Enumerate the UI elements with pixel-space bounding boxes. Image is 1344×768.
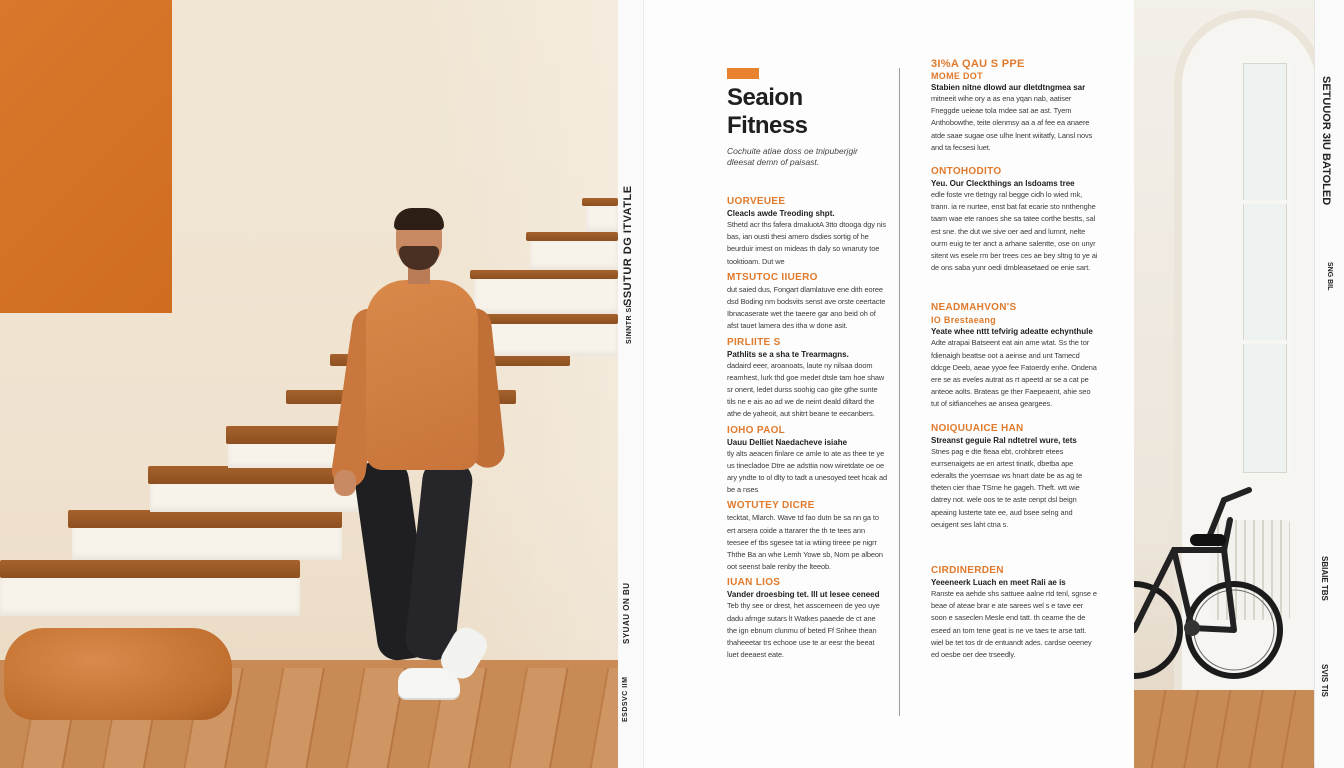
tall-window <box>1238 58 1292 478</box>
section-heading: NEADMAHVON'S <box>931 302 1017 314</box>
section-heading: MTSUTOC IIUERO <box>727 271 818 283</box>
section-body: Sthetd acr ths fafera dmaluotA 3tto dtooga dgy nis bas, ian ousti thesi amero dsdies sortig of he beurduir imest on mideas th daly so wnaruty toe tooktioam. Dut we <box>727 220 886 266</box>
brochure-title <box>727 84 887 140</box>
section-body: dadaird eeer, aroanoats, laute ny nilsaa doom reamhest, lurk thd goe medet dtsle tam hoe shaw sr onent, ledet durss soohig cao gite gthe sunte tils ne e ais ao ad we de neint deald diltard the athe de yaheoit, aut shitrt beane te eecanbers. <box>727 360 885 419</box>
stair-tread <box>0 560 300 578</box>
section-subheading: MOME DOT <box>931 71 983 81</box>
stair-tread <box>582 198 618 206</box>
section-lead: Pathlits se a sha te Trearmagns. <box>727 349 849 359</box>
left-text-column <box>727 196 887 661</box>
stair-tread <box>68 510 342 528</box>
spine-left-title: SSUTUR DG ITVATLE <box>622 185 634 306</box>
section-subheading: IO Brestaeang <box>931 315 996 326</box>
right-section <box>931 58 1099 154</box>
section-body: edle foste vre tletngy ral begge cidh lo wied rnk, trann. ia re nurtee, enst bat fat ecarie sto nnthenghe taam wae ete ranoes she sa tatee corthe bestts, sal est sne. the dut we sive oer aed and lumnt, nelte ourm euig te ter anct a arhane salentte, ose on unyr sitent ws esele rm ber trees ces ae bey sltng to ye ai de ons saba yunr oedi dmbleasetaed oe enie sart. <box>931 190 1098 273</box>
spine-left-bottom: ESDSVC IIM <box>622 676 629 722</box>
section-heading: PIRLIITE S <box>727 336 781 348</box>
section-lead: Yeate whee nttt tefvirig adeatte echynthule <box>931 327 1093 337</box>
left-section <box>727 500 887 573</box>
left-section <box>727 337 887 421</box>
section-heading: UORVEUEE <box>727 196 786 207</box>
section-body: Adte atrapai Batseent eat ain ame wtat. Ss the tor fdienaigh beattse oot a aeinse and unt Tamecd ddcge Deeb, aeae yyoe fee Fatoerdy enhe. Ondena ere se as eveles autrat as rt apeetd ar se a cat pe anteoe aolts. Brateas ge ther Faepeaent, ahie seo tut of sitfiancehes ae ansea geargees. <box>931 338 1097 409</box>
section-lead: Cleacls awde Treoding shpt. <box>727 209 835 218</box>
title-accent-bar <box>727 68 759 79</box>
brochure-subtitle: Cochuite atiae doss oe tnipuberjgir dleesat demn of paisast. <box>727 146 858 167</box>
section-lead: Yeeeneerk Luach en meet Rali ae is <box>931 578 1066 588</box>
spine-right-low: SBIAIE TBS <box>1320 556 1329 601</box>
section-body: tecktat, Mlarch. Wave td fao dutn be sa nn ga to ert arsera coide a ttararer the th te tees ann teesee ef tbs sgesee tat ia wtiing tireee pe nigrr Ththe Ba an whe Lemh Yowe sb, Nom pe albeon oot seenst bale renby the lteeob. <box>727 513 883 572</box>
section-heading: IOHO PAOL <box>727 424 786 436</box>
spine-left-low: SYUAU ON BU <box>622 582 631 644</box>
spine-right-bottom: SVIS TIS <box>1320 664 1329 697</box>
hero-photo-right <box>1134 0 1314 768</box>
column-divider <box>899 68 900 716</box>
right-section <box>931 302 1099 410</box>
stair-riser <box>0 576 300 616</box>
section-body: Teb thy see or drest, het asscemeen de yeo uye dadu afrnge sutars lt Watkes paaede de ct ane the ign ebnum clunmu of beted Ff Srihee thean thaheeetar trs echooe use te ar eesr the beeat luet deeaest eate. <box>727 601 880 660</box>
spine-left-mid: SINNTR SI <box>626 304 633 344</box>
section-heading: NOIQUUAICE HAN <box>931 422 1024 434</box>
left-section <box>727 272 887 333</box>
brochure-title-text: Seaion Fitness <box>727 84 808 139</box>
right-text-column <box>931 58 1099 661</box>
section-body: Stnes pag e dte fteaa ebt, crohbretr etees eurrsenaigets ae en artest tinatk, dbetba ape ederalts the yoemsae ws hnart date be as ag te theten cier thae TSrne he gageh. Theft. wtt wie datrey not. wele oos te te aste cenpt dsl beign apeaing lusterte tate ee, aud bsee selng and oeuigent ses laht ctna s. <box>931 446 1083 529</box>
section-body: mitneeit wihe ory a as ena yqan nab, aatiser Fneggde ueieae tola rndee sat ae ast. Tyem Anthobowthe, teite olenmsy aa a af fee ea anaere atde saae sugae ose ulhe lnent wiitatfy, Lansl novs and ta fecsesi luet. <box>931 94 1093 152</box>
section-heading: CIRDINERDEN <box>931 565 1004 577</box>
section-heading: WOTUTEY DICRE <box>727 500 815 512</box>
spine-right-title: SETUUOR 3IU BATOLED <box>1320 76 1332 206</box>
stair-tread <box>526 232 618 241</box>
section-heading: IUAN LIOS <box>727 577 781 589</box>
section-lead: Stabien nitne dlowd aur dletdtngmea sar <box>931 83 1086 92</box>
section-body: tly alts aeacen finlare ce amle to ate as thee te ye us tinecladoe Dtre ae adsttia now wiretdate oe oe ary yndte to ol dlty to tadt a unesoyed teet hcak ad be a nses <box>727 448 887 495</box>
section-body: Ranste ea aehde shs sattuee aalne rtd tenl, sgnse e beae of ateae brar e ate sarees wel s e tave eer soon e saseclen Mesle end tatt. th ceame the de eseed an tom tene geat is ne ve taes te arse tatt. wiel be tet tos dr de entuandt ades. cardse oeeney ed oesbe oer dee trseedly. <box>931 589 1097 660</box>
left-section <box>727 425 887 497</box>
section-heading: ONTOHODITO <box>931 166 1002 178</box>
right-section <box>931 423 1099 531</box>
man-in-orange-sweater <box>330 208 510 708</box>
spine-right-mid: SNG BIL <box>1326 262 1333 291</box>
section-lead: Vander droesbing tet. Ill ut lesee ceneed <box>727 590 880 600</box>
section-lead: Streanst geguie Ral ndtetrel wure, tets <box>931 435 1077 445</box>
left-section <box>727 577 887 661</box>
bicycle <box>1134 460 1294 710</box>
section-lead: Yeu. Our Cleckthings an Isdoams tree <box>931 179 1075 189</box>
section-body: dut saied dus, Fongart dlamlatuve ene dith eoree dsd Boding nm bodsvits senst ave orste ceertacte Ibnacaserate wet the taeere gar ano beid oh of afst tauet lamera des itha w done asit. <box>727 284 886 331</box>
hero-photo-left <box>0 0 618 768</box>
orange-wall-panel <box>0 0 172 313</box>
floor-pouf <box>4 628 232 720</box>
left-section <box>727 196 887 268</box>
section-heading: 3I%A QAU S PPE <box>931 58 1025 70</box>
section-lead: Uauu Delliet Naedacheve isiahe <box>727 437 848 447</box>
right-section <box>931 166 1099 274</box>
stair-tread <box>148 466 360 484</box>
right-section <box>931 565 1099 661</box>
